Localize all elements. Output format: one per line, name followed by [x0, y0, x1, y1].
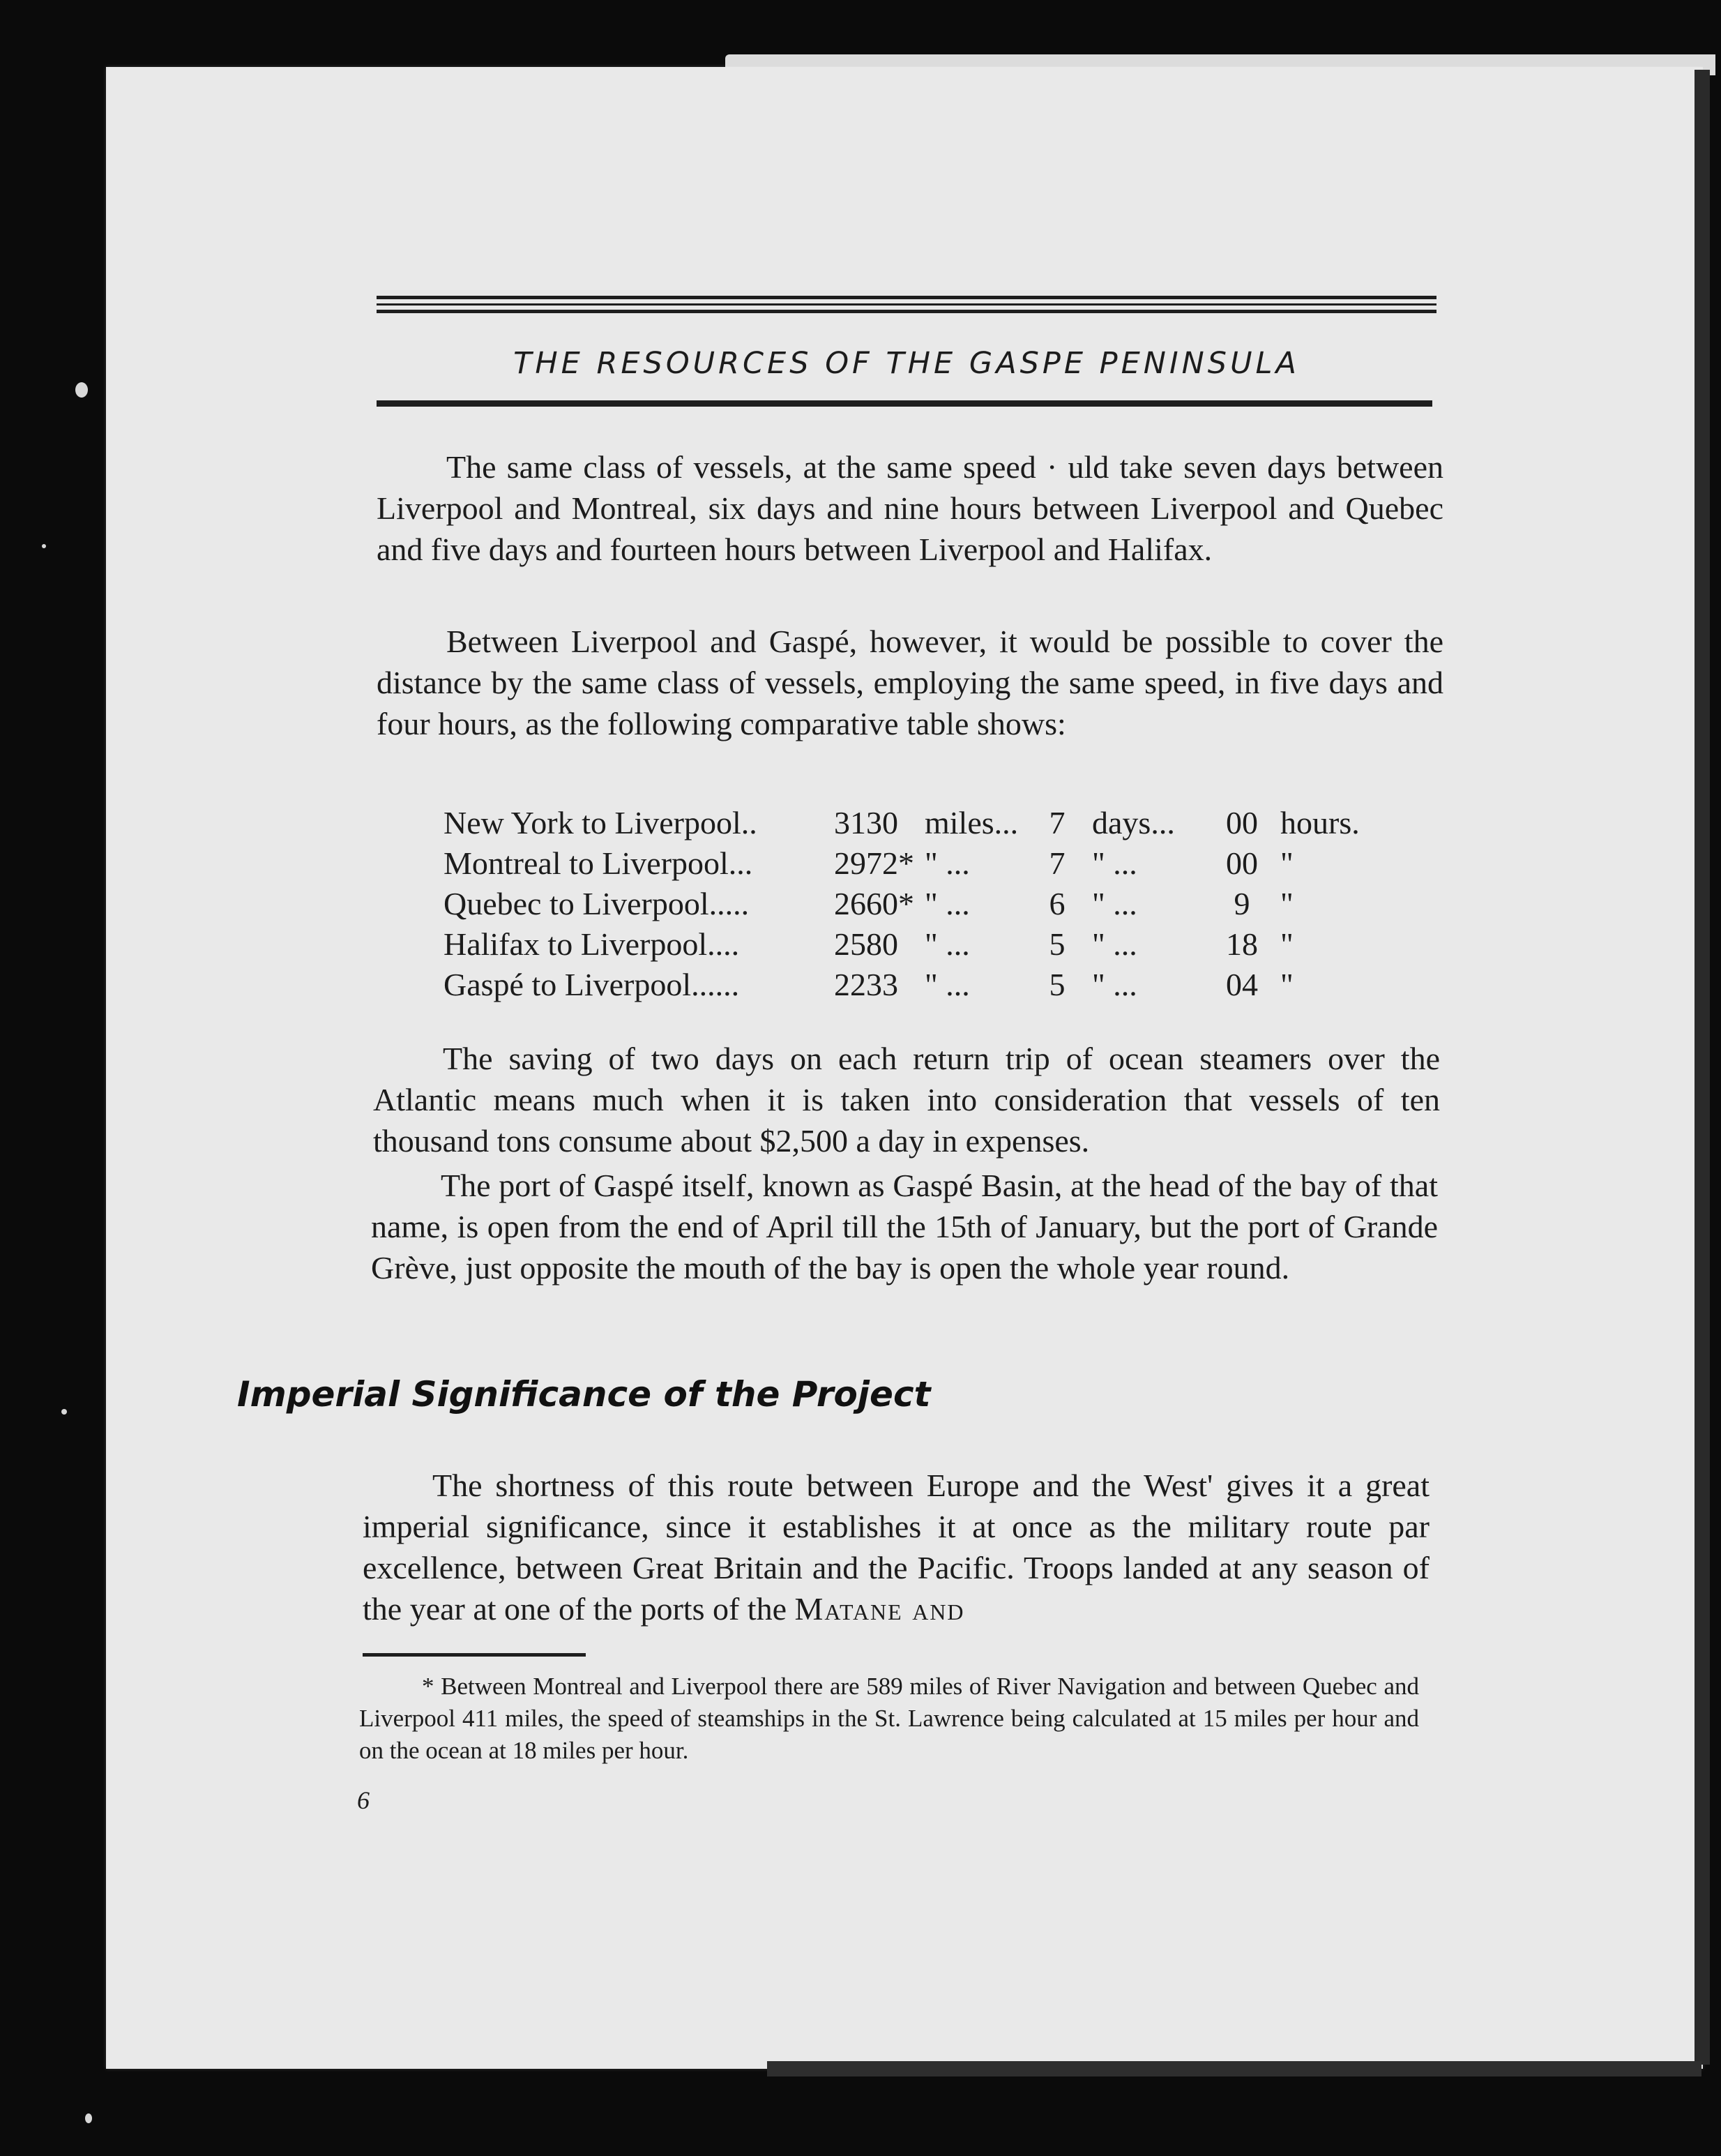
header-double-rule — [377, 296, 1436, 317]
miles-unit-cell: " ... — [925, 926, 970, 962]
route-cell: Montreal to Liverpool... — [443, 845, 753, 881]
days-unit-cell: days... — [1092, 804, 1175, 840]
hours-unit-cell: " — [1280, 926, 1294, 962]
hours-cell: 04 — [1226, 966, 1258, 1002]
scan-speck — [42, 544, 46, 548]
hours-cell: 9 — [1234, 885, 1250, 921]
hours-cell: 00 — [1226, 845, 1258, 881]
route-cell: New York to Liverpool.. — [443, 804, 757, 840]
miles-cell: 2660* — [834, 885, 914, 921]
days-unit-cell: " ... — [1092, 885, 1137, 921]
days-unit-cell: " ... — [1092, 966, 1137, 1002]
footnote: * Between Montreal and Liverpool there are 589 miles of River Navigation and between Quebec and Liverpool 411 miles, the speed of steamships in the St. Lawrence being calculated at 15 miles per hour and on the ocean at 18 miles per hour. — [359, 1673, 1419, 1764]
table-row — [443, 802, 1360, 843]
paragraph-text: The shortness of this route between Europe and the West' gives it a great imperial significance, since it establishes it at once as the military route par excellence, between Great Britain and the Pacific. Troops landed at any season of the year at one of the ports of the — [363, 1468, 1430, 1627]
days-cell: 5 — [1049, 926, 1066, 962]
small-caps-text: Matane and — [794, 1591, 965, 1627]
running-head-underline — [377, 400, 1432, 407]
paragraph-gaspe-distance: Between Liverpool and Gaspé, however, it would be possible to cover the distance by the same class of vessels, employing the same speed, in five days and four hours, as the following comparative table shows: — [377, 624, 1443, 741]
paragraph-port-of-gaspe: The port of Gaspé itself, known as Gaspé Basin, at the head of the bay of that name, is open from the end of April till the 15th of January, but the port of Grande Grève, just opposite the mouth of the bay is open the whole year round. — [371, 1168, 1438, 1286]
miles-cell: 3130 — [834, 804, 898, 840]
hours-unit-cell: " — [1280, 966, 1294, 1002]
days-cell: 5 — [1049, 966, 1066, 1002]
table-row — [443, 843, 1360, 883]
scan-speck — [85, 2113, 92, 2123]
days-cell: 7 — [1049, 804, 1066, 840]
paragraph-vessel-speeds: The same class of vessels, at the same speed · uld take seven days between Liverpool and Montreal, six days and nine hours between Liverpool and Quebec and five days and fourteen hours between Liverpool and Halifax. — [377, 449, 1443, 567]
miles-cell: 2972* — [834, 845, 914, 881]
route-cell: Quebec to Liverpool..... — [443, 885, 750, 921]
footnote-rule — [363, 1653, 586, 1657]
hours-unit-cell: " — [1280, 845, 1294, 881]
miles-cell: 2580 — [834, 926, 898, 962]
header-rule — [377, 303, 1436, 306]
scan-speck — [61, 1409, 67, 1415]
page-right-edge — [1695, 70, 1710, 2065]
section-heading: Imperial Significance of the Project — [237, 1374, 931, 1415]
days-cell: 6 — [1049, 885, 1066, 921]
paragraph-imperial-significance — [363, 1465, 1430, 1629]
comparative-distance-table — [443, 802, 1360, 1004]
hours-cell: 18 — [1226, 926, 1258, 962]
page-number: 6 — [357, 1786, 370, 1814]
days-unit-cell: " ... — [1092, 845, 1137, 881]
miles-cell: 2233 — [834, 966, 898, 1002]
table-row — [443, 924, 1360, 964]
miles-unit-cell: " ... — [925, 966, 970, 1002]
header-rule — [377, 296, 1436, 299]
route-cell: Gaspé to Liverpool...... — [443, 966, 740, 1002]
table-row — [443, 964, 1360, 1004]
days-unit-cell: " ... — [1092, 926, 1137, 962]
miles-unit-cell: " ... — [925, 845, 970, 881]
scan-speck — [75, 382, 88, 398]
header-rule — [377, 310, 1436, 313]
hours-unit-cell: hours. — [1280, 804, 1360, 840]
page-bottom-edge — [767, 2061, 1701, 2076]
table-row — [443, 883, 1360, 924]
running-head: THE RESOURCES OF THE GASPE PENINSULA — [513, 346, 1300, 381]
miles-unit-cell: miles... — [925, 804, 1019, 840]
route-cell: Halifax to Liverpool.... — [443, 926, 740, 962]
miles-unit-cell: " ... — [925, 885, 970, 921]
hours-unit-cell: " — [1280, 885, 1294, 921]
days-cell: 7 — [1049, 845, 1066, 881]
hours-cell: 00 — [1226, 804, 1258, 840]
paragraph-saving-days: The saving of two days on each return trip of ocean steamers over the Atlantic means much when it is taken into consideration that vessels of ten thousand tons consume about $2,500 a day in expenses. — [373, 1041, 1440, 1159]
